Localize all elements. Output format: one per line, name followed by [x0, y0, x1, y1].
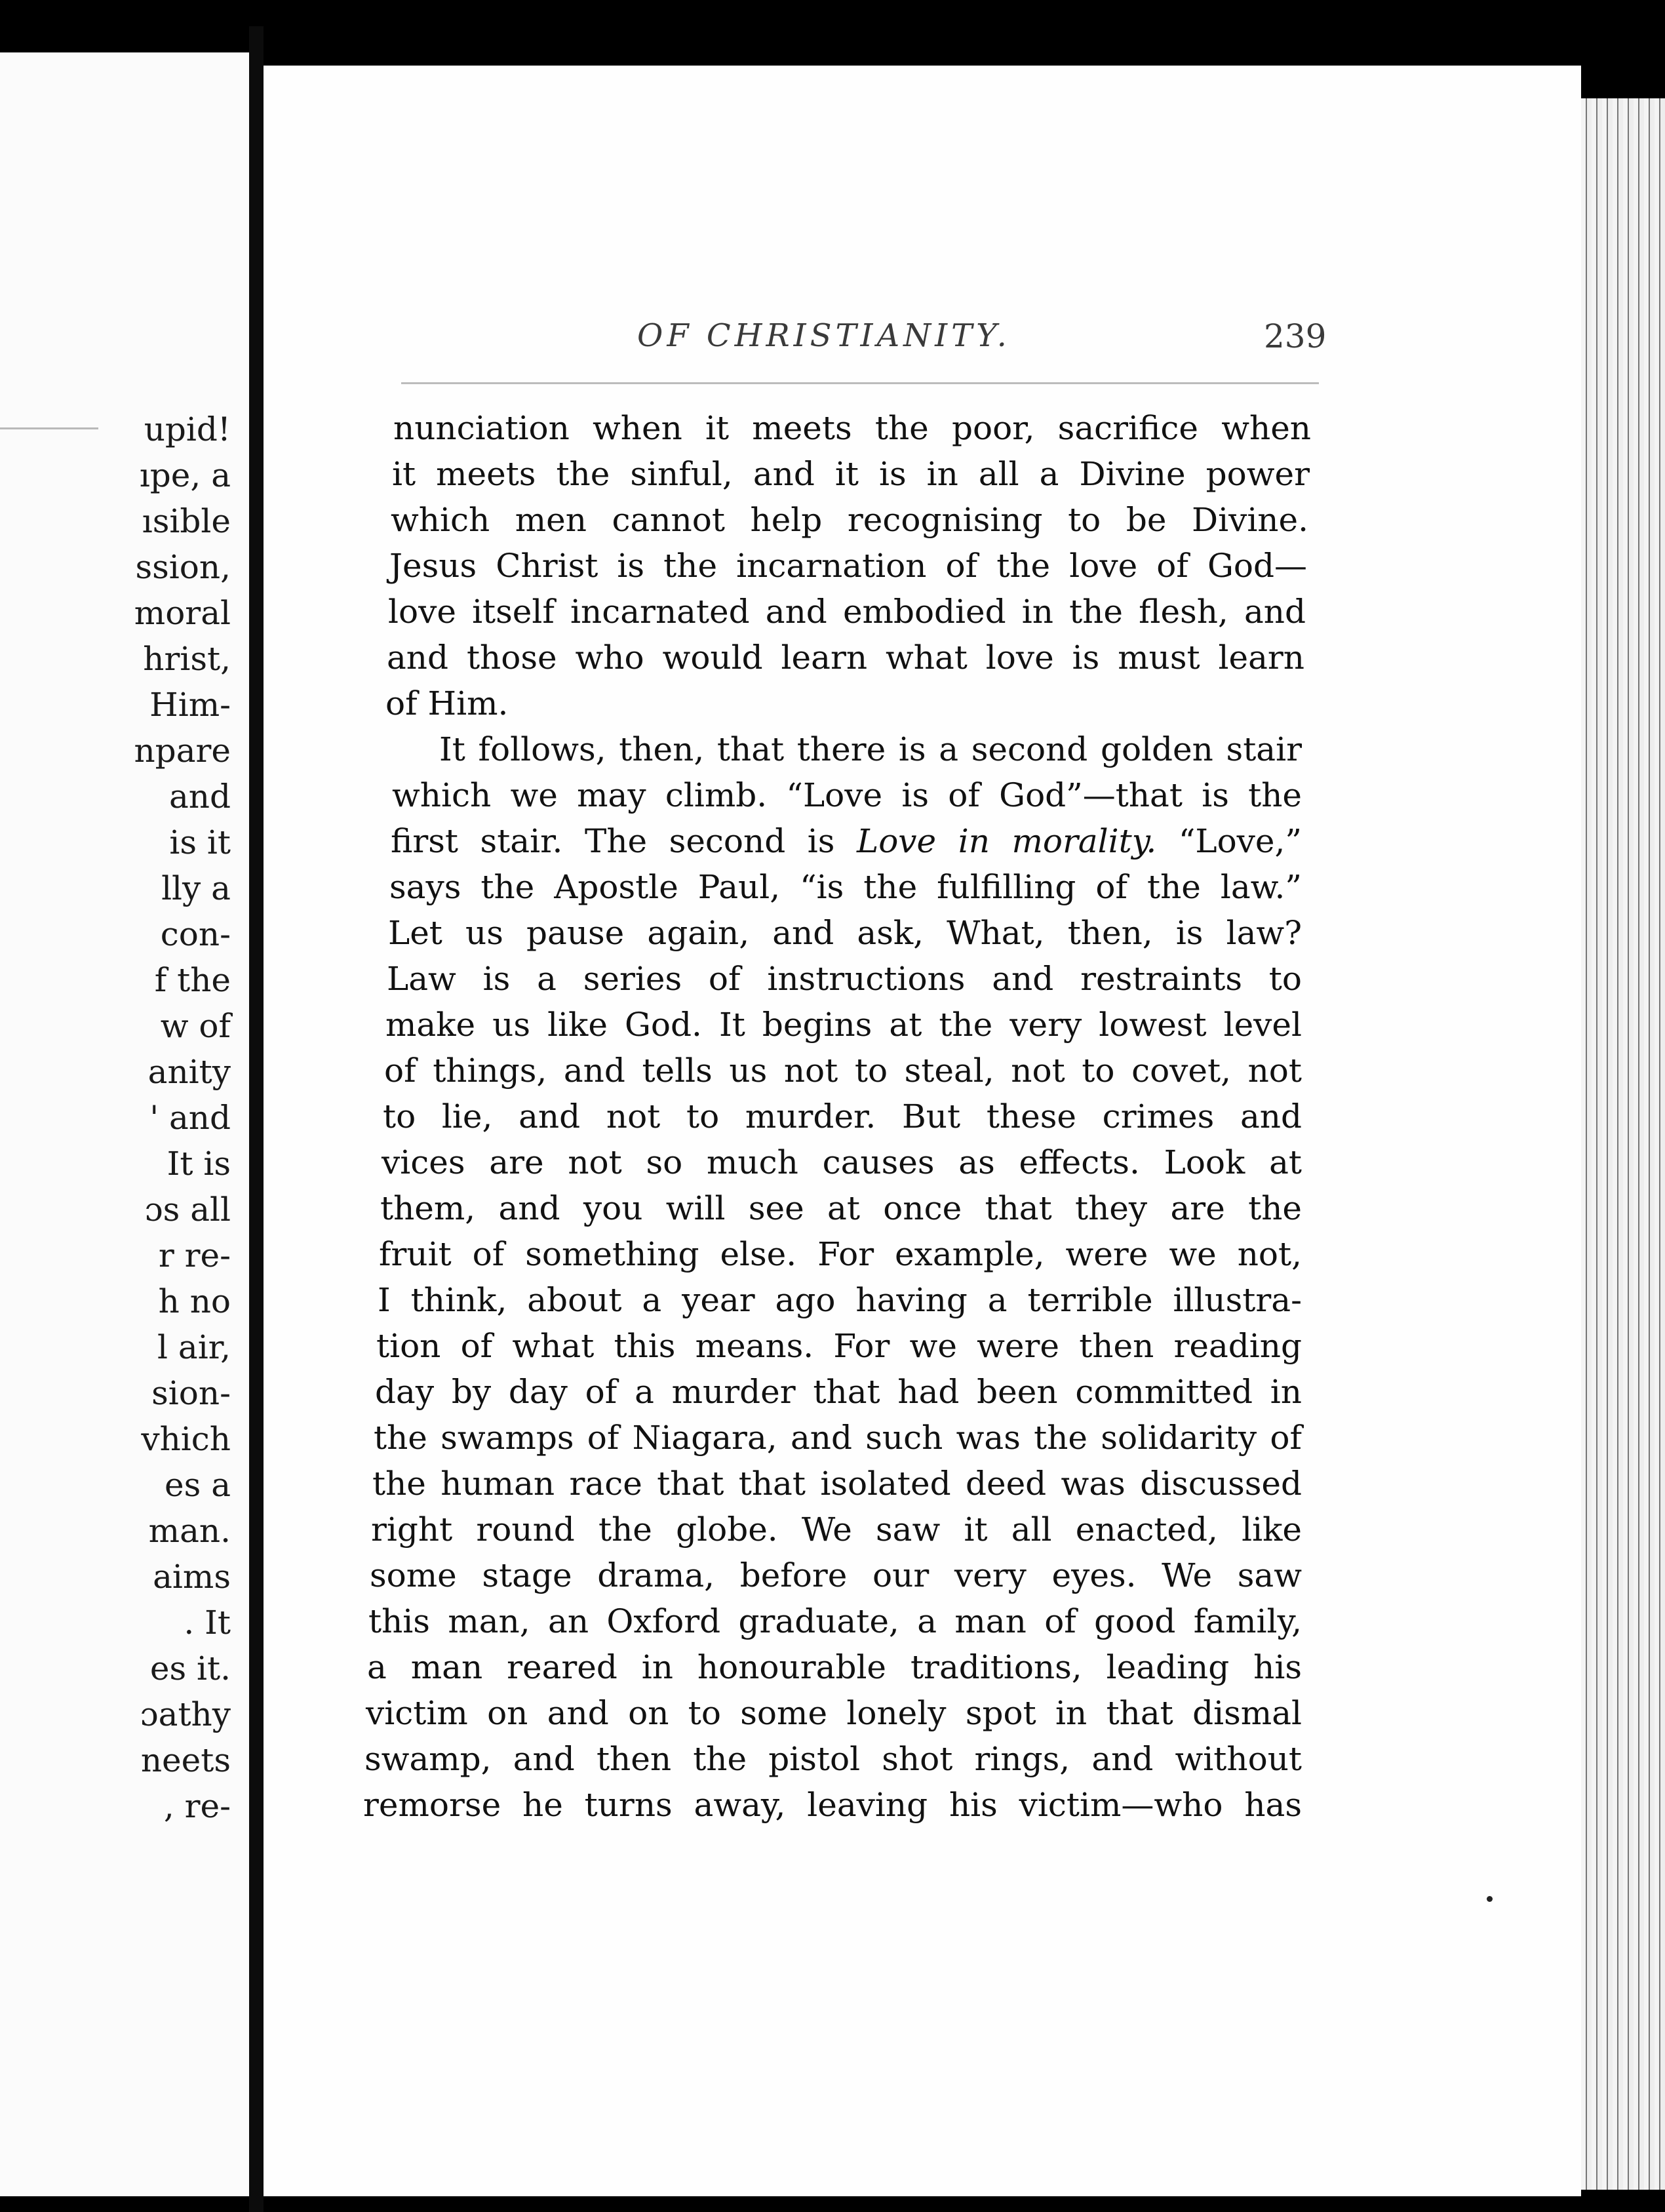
text-line-7: of Him.	[385, 684, 509, 722]
left-line-24: es a	[165, 1466, 231, 1504]
text-line-6: and those who would learn what love is must learn	[387, 639, 1304, 677]
text-line-12: Let us pause again, and ask, What, then, is law?	[388, 914, 1302, 952]
text-line-28: a man reared in honourable traditions, leading his	[367, 1648, 1302, 1686]
left-line-12: con-	[160, 915, 231, 953]
left-line-13: f the	[154, 961, 231, 999]
running-head-rule	[401, 382, 1319, 384]
text-line-31: remorse he turns away, leaving his victim—who has	[363, 1786, 1302, 1824]
left-line-29: ɔathy	[140, 1695, 231, 1733]
left-line-27: . It	[184, 1604, 231, 1642]
text-line-14: make us like God. It begins at the very lowest level	[385, 1006, 1302, 1044]
text-line-20: I think, about a year ago having a terrible illustra-	[378, 1281, 1302, 1319]
text-line-18: them, and you will see at once that they are the	[380, 1189, 1302, 1227]
text-line-1: nunciation when it meets the poor, sacrifice when	[393, 409, 1311, 447]
left-line-22: sion-	[151, 1374, 231, 1412]
left-line-3: ısible	[142, 502, 231, 540]
text-line-16: to lie, and not to murder. But these crimes and	[383, 1097, 1302, 1136]
left-line-18: ɔs all	[144, 1191, 231, 1229]
text-line-29: victim on and on to some lonely spot in that dismal	[366, 1694, 1302, 1732]
left-line-1: upid!	[144, 410, 231, 448]
left-line-2: ıpe, a	[139, 456, 231, 494]
text-line-9: which we may climb. “Love is of God”—that is the	[392, 776, 1302, 814]
page-number: 239	[1264, 317, 1327, 355]
text-line-11: says the Apostle Paul, “is the fulfilling of the law.”	[389, 868, 1302, 906]
book-gutter	[249, 26, 264, 2212]
text-line-26: some stage drama, before our very eyes. We saw	[370, 1556, 1302, 1594]
left-line-9: and	[168, 778, 231, 816]
text-line-19: fruit of something else. For example, were we not,	[379, 1235, 1302, 1273]
left-line-5: moral	[134, 594, 231, 632]
running-head: OF CHRISTIANITY.	[637, 317, 1011, 354]
ink-speck	[1487, 1896, 1493, 1902]
text-line-22: day by day of a murder that had been committed in	[375, 1373, 1302, 1411]
facing-page-left	[0, 52, 249, 2196]
left-line-30: neets	[140, 1741, 231, 1779]
left-line-26: aims	[153, 1558, 231, 1596]
text-line-27: this man, an Oxford graduate, a man of good family,	[368, 1602, 1302, 1640]
left-page-head-rule	[0, 427, 98, 429]
text-line-2: it meets the sinful, and it is in all a Divine power	[392, 455, 1310, 493]
text-line-8: It follows, then, that there is a second golden stair	[439, 730, 1302, 768]
left-line-20: h no	[158, 1282, 231, 1320]
left-line-17: It is	[166, 1145, 231, 1183]
text-line-10	[391, 818, 1302, 864]
left-line-15: anity	[147, 1053, 231, 1091]
text-line-23: the swamps of Niagara, and such was the solidarity of	[374, 1419, 1302, 1457]
left-line-25: man.	[148, 1512, 231, 1550]
left-line-6: hrist,	[143, 640, 231, 678]
left-line-8: npare	[134, 732, 231, 770]
text-line-3: which men cannot help recognising to be Divine.	[391, 501, 1308, 539]
left-line-16: ' and	[149, 1099, 231, 1137]
left-line-7: Him-	[149, 686, 231, 724]
left-line-11: lly a	[161, 869, 231, 907]
text-line-17: vices are not so much causes as effects. Look at	[382, 1143, 1302, 1181]
text-line-25: right round the globe. We saw it all enacted, like	[371, 1511, 1302, 1549]
text-line-21: tion of what this means. For we were then reading	[376, 1327, 1302, 1365]
text-line-10-start: first stair. The second is	[391, 822, 835, 860]
text-line-13: Law is a series of instructions and restraints to	[387, 960, 1302, 998]
left-line-14: w of	[160, 1007, 231, 1045]
text-line-24: the human race that that isolated deed was discussed	[372, 1465, 1302, 1503]
text-line-10-end: “Love,”	[1178, 822, 1302, 860]
left-line-21: l air,	[157, 1328, 231, 1366]
left-line-4: ssion,	[135, 548, 231, 586]
text-line-4: Jesus Christ is the incarnation of the love of God—	[389, 547, 1307, 585]
page-edges-stack	[1581, 98, 1665, 2190]
left-line-28: es it.	[149, 1649, 231, 1688]
left-line-10: is it	[169, 823, 231, 861]
text-line-15: of things, and tells us not to steal, not to covet, not	[384, 1052, 1302, 1090]
left-line-23: vhich	[141, 1420, 231, 1458]
emphasis-love-in-morality: Love in morality.	[857, 822, 1157, 860]
text-line-5: love itself incarnated and embodied in the flesh, and	[388, 593, 1306, 631]
text-line-30: swamp, and then the pistol shot rings, and without	[364, 1740, 1302, 1778]
left-line-31: , re-	[163, 1787, 231, 1825]
left-line-19: r re-	[158, 1236, 231, 1274]
